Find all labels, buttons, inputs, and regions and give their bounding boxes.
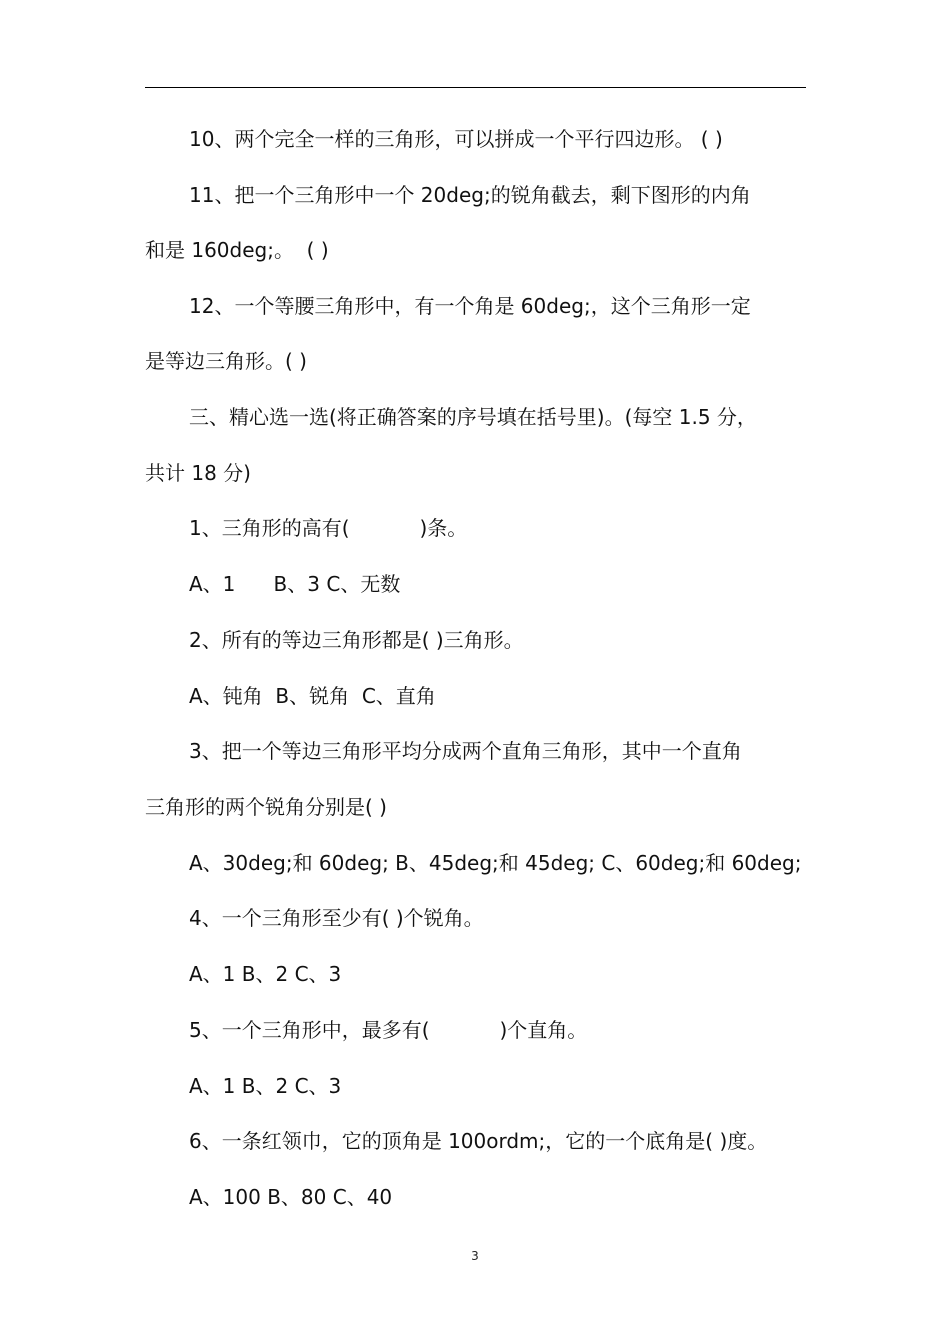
choice-options-5: A、1 B、2 C、3	[189, 1074, 342, 1098]
page-number: 3	[471, 1249, 479, 1263]
choice-question-4: 4、一个三角形至少有( )个锐角。	[189, 906, 484, 930]
question-11: 11、把一个三角形中一个 20deg;的锐角截去，剩下图形的内角	[189, 183, 751, 207]
section-three-heading-continued: 共计 18 分)	[145, 461, 251, 485]
choice-question-1: 1、三角形的高有( )条。	[189, 516, 468, 540]
section-three-heading: 三、精心选一选(将正确答案的序号填在括号里)。(每空 1.5 分，	[189, 405, 757, 429]
choice-options-4: A、1 B、2 C、3	[189, 962, 342, 986]
choice-question-3-continued: 三角形的两个锐角分别是( )	[145, 795, 387, 819]
question-10: 10、两个完全一样的三角形，可以拼成一个平行四边形。 ( )	[189, 127, 723, 151]
choice-question-3: 3、把一个等边三角形平均分成两个直角三角形，其中一个直角	[189, 739, 742, 763]
choice-question-5: 5、一个三角形中，最多有( )个直角。	[189, 1018, 588, 1042]
choice-question-6: 6、一条红领巾，它的顶角是 100ordm;，它的一个底角是( )度。	[189, 1129, 768, 1153]
choice-options-1: A、1 B、3 C、无数	[189, 572, 401, 596]
choice-question-2: 2、所有的等边三角形都是( )三角形。	[189, 628, 524, 652]
question-12: 12、一个等腰三角形中，有一个角是 60deg;，这个三角形一定	[189, 294, 751, 318]
choice-options-3: A、30deg;和 60deg; B、45deg;和 45deg; C、60deg;和 60deg;	[189, 851, 802, 875]
question-12-continued: 是等边三角形。( )	[145, 349, 307, 373]
choice-options-2: A、钝角 B、锐角 C、直角	[189, 684, 436, 708]
question-11-continued: 和是 160deg;。 ( )	[145, 238, 329, 262]
choice-options-6: A、100 B、80 C、40	[189, 1185, 393, 1209]
header-rule	[145, 87, 806, 88]
